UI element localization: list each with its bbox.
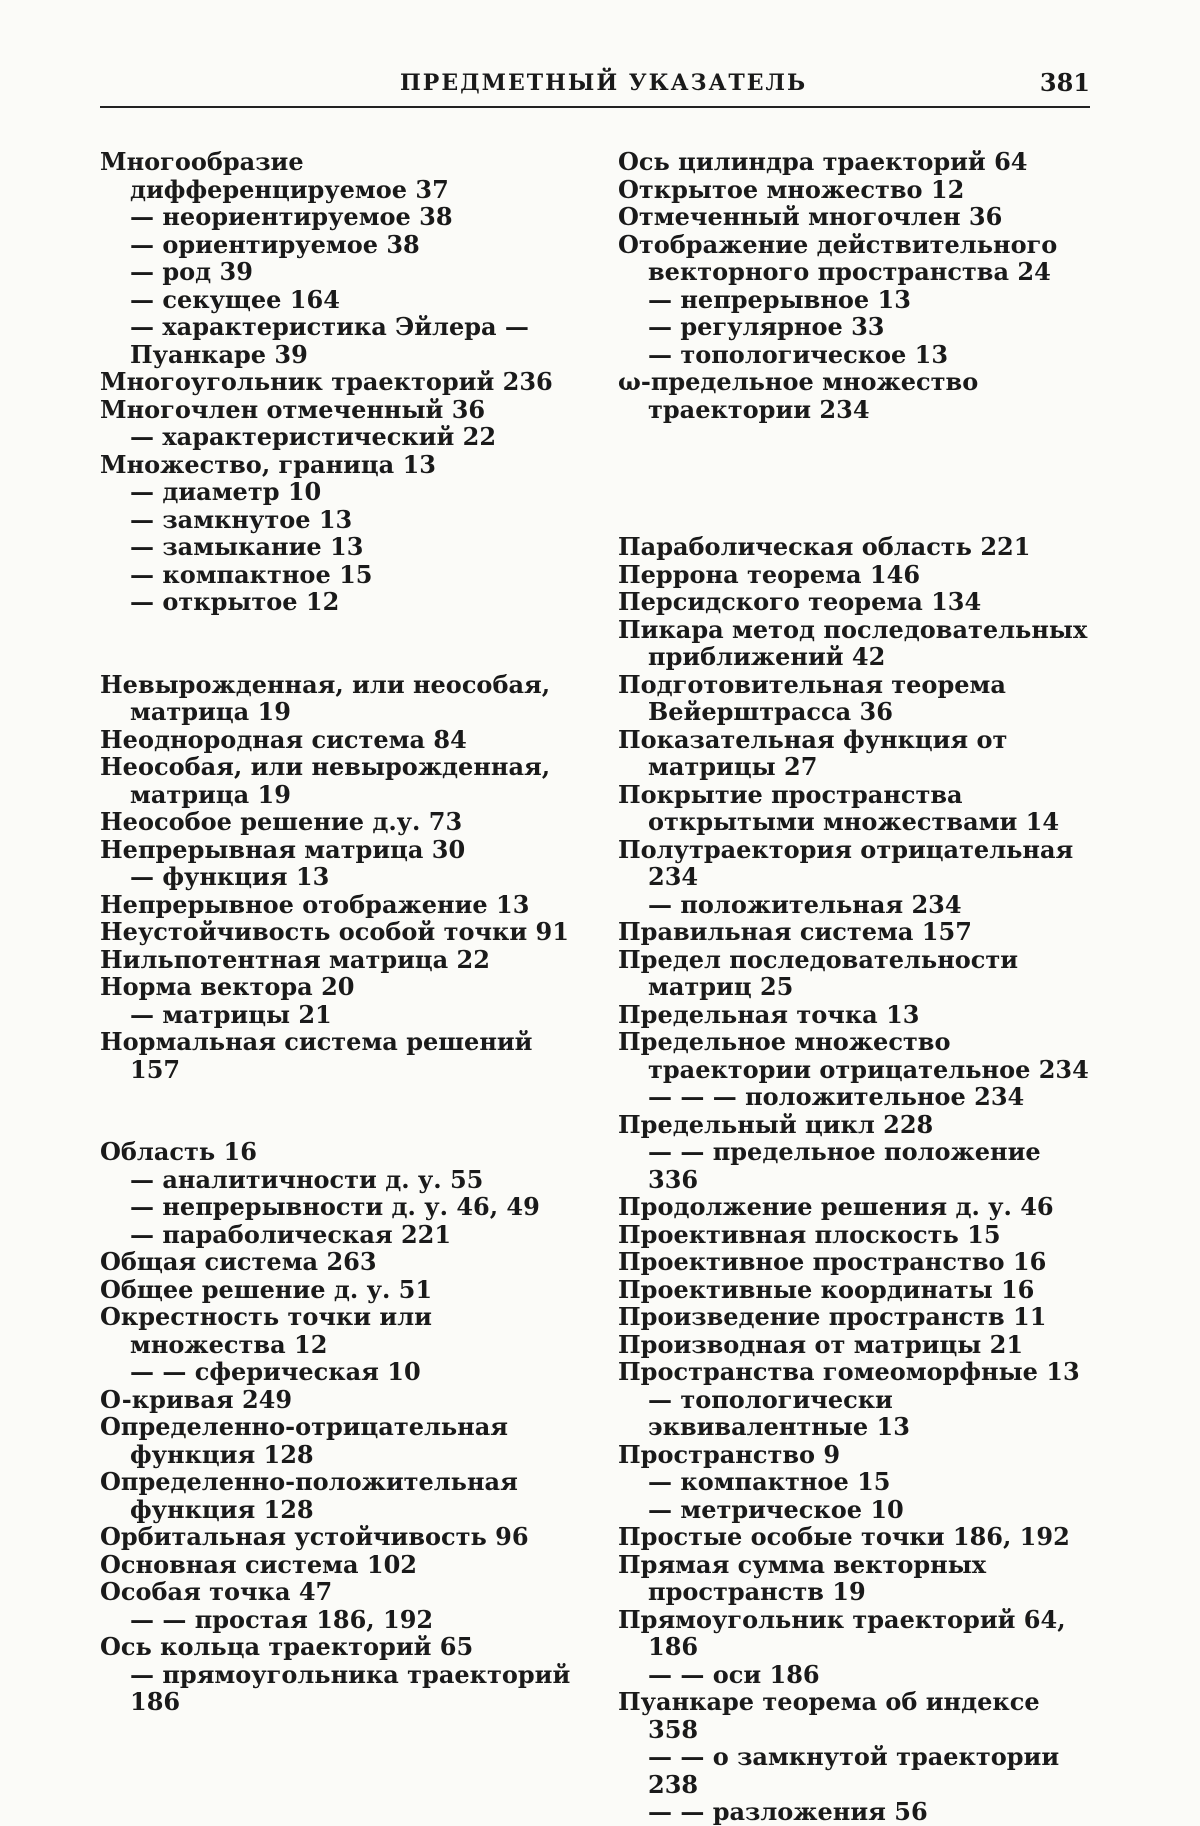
index-entry: Нильпотентная матрица 22 [100, 944, 490, 974]
index-subentry: — матрицы 21 [130, 999, 332, 1029]
index-entry: Область 16 [100, 1137, 257, 1166]
index-subentry: — функция 13 [130, 862, 330, 891]
index-subentry: — — разложения 56 [648, 1797, 928, 1826]
index-subentry: — компактное 15 [130, 559, 373, 589]
index-entry: Полутраектория отрицательная 234 [618, 834, 1074, 891]
index-subentry: — характеристика Эйлера — Пуанкаре 39 [130, 312, 529, 369]
index-entry: Отображение действительного векторного пространства 24 [618, 229, 1058, 286]
index-entry: Общая система 263 [100, 1247, 377, 1276]
index-entry: Общее решение д. у. 51 [100, 1274, 433, 1304]
index-entry: Правильная система 157 [618, 917, 972, 946]
index-entry: Неособое решение д.у. 73 [100, 807, 463, 836]
index-entry: Проективная плоскость 15 [618, 1219, 1001, 1249]
index-column-right [618, 148, 1098, 1826]
index-subentry: — замыкание 13 [130, 532, 364, 561]
index-subentry: — — сферическая 10 [130, 1357, 421, 1386]
index-entry: Прямоугольник траекторий 64, 186 [618, 1604, 1066, 1661]
index-entry: Проективные координаты 16 [618, 1274, 1035, 1304]
index-entry: Произведение пространств 11 [618, 1302, 1047, 1331]
index-entry: Пуанкаре теорема об индексе 358 [618, 1687, 1040, 1744]
index-entry: Простые особые точки 186, 192 [618, 1522, 1070, 1551]
index-entry: Многочлен отмеченный 36 [100, 394, 486, 424]
index-subentry: — — оси 186 [648, 1659, 820, 1689]
index-entry: Пространства гомеоморфные 13 [618, 1357, 1080, 1386]
index-subentry: — замкнутое 13 [130, 504, 353, 534]
index-subentry: — — — положительное 234 [648, 1082, 1025, 1111]
index-entry: Определенно-положительная функция 128 [100, 1467, 518, 1524]
index-entry: Предельный цикл 228 [618, 1109, 934, 1139]
index-entry: Отмеченный многочлен 36 [618, 202, 1003, 231]
index-entry: Производная от матрицы 21 [618, 1329, 1024, 1359]
index-subentry: — ориентируемое 38 [130, 229, 420, 259]
index-entry: Нормальная система решений 157 [100, 1027, 533, 1084]
index-entry: Продолжение решения д. у. 46 [618, 1192, 1054, 1221]
index-subentry: — непрерывности д. у. 46, 49 [130, 1192, 540, 1221]
index-subentry: — прямоугольника траекторий 186 [130, 1659, 571, 1716]
index-subentry: — регулярное 33 [648, 312, 885, 341]
index-entry: Покрытие пространства открытыми множествами 14 [618, 779, 1060, 836]
index-entry: Непрерывное отображение 13 [100, 889, 530, 919]
section-gap [618, 478, 1098, 533]
index-subentry: — открытое 12 [130, 587, 340, 616]
index-entry: Определенно-отрицательная функция 128 [100, 1412, 509, 1469]
index-subentry: — диаметр 10 [130, 477, 322, 506]
index-column-left [100, 148, 580, 1716]
index-entry: Проективное пространство 16 [618, 1247, 1047, 1276]
index-subentry: — — простая 186, 192 [130, 1604, 434, 1634]
header-title: ПРЕДМЕТНЫЙ УКАЗАТЕЛЬ [400, 70, 808, 96]
index-subentry: — род 39 [130, 257, 253, 286]
index-entry: Предельное множество траектории отрицательное 234 [618, 1027, 1089, 1084]
running-header [100, 62, 1090, 108]
index-entry: Показательная функция от матрицы 27 [618, 724, 1008, 781]
index-entry: Открытое множество 12 [618, 174, 965, 204]
index-entry: ω-предельное множество траектории 234 [618, 367, 979, 424]
index-subentry: — неориентируемое 38 [130, 202, 453, 231]
index-entry: Особая точка 47 [100, 1577, 333, 1606]
section-gap [618, 423, 1098, 478]
section-gap [100, 616, 580, 671]
index-entry: Неособая, или невырожденная, матрица 19 [100, 752, 551, 809]
index-subentry: — секущее 164 [130, 284, 340, 314]
index-entry: O-кривая 249 [100, 1384, 293, 1414]
index-subentry: — параболическая 221 [130, 1219, 452, 1249]
index-subentry: — непрерывное 13 [648, 284, 911, 314]
index-entry: Подготовительная теорема Вейерштрасса 36 [618, 669, 1006, 726]
section-gap [100, 1083, 580, 1138]
index-entry: Многообразие дифференцируемое 37 [100, 147, 449, 204]
index-subentry: — характеристический 22 [130, 422, 497, 451]
index-entry: Параболическая область 221 [618, 532, 1031, 561]
index-subentry: — аналитичности д. у. 55 [130, 1164, 484, 1194]
index-entry: Основная система 102 [100, 1549, 417, 1579]
index-entry: Невырожденная, или неособая, матрица 19 [100, 669, 551, 726]
index-entry: Пикара метод последовательных приближений 42 [618, 614, 1088, 671]
index-entry: Прямая сумма векторных пространств 19 [618, 1549, 987, 1606]
index-entry: Пространство 9 [618, 1439, 841, 1469]
index-entry: Норма вектора 20 [100, 972, 355, 1001]
index-subentry: — — предельное положение 336 [648, 1137, 1041, 1194]
index-entry: Неустойчивость особой точки 91 [100, 917, 569, 946]
index-subentry: — положительная 234 [648, 889, 962, 919]
index-subentry: — компактное 15 [648, 1467, 891, 1496]
index-entry: Неоднородная система 84 [100, 724, 467, 754]
index-entry: Перрона теорема 146 [618, 559, 921, 589]
index-entry: Окрестность точки или множества 12 [100, 1302, 432, 1359]
index-entry: Множество, граница 13 [100, 449, 436, 479]
index-entry: Предельная точка 13 [618, 999, 920, 1029]
index-entry: Многоугольник траекторий 236 [100, 367, 553, 396]
index-entry: Персидского теорема 134 [618, 587, 982, 616]
index-entry: Предел последовательности матриц 25 [618, 944, 1019, 1001]
index-entry: Орбитальная устойчивость 96 [100, 1522, 529, 1551]
index-subentry: — — о замкнутой траектории 238 [648, 1742, 1060, 1799]
index-entry: Непрерывная матрица 30 [100, 834, 466, 864]
index-subentry: — метрическое 10 [648, 1494, 904, 1524]
index-subentry: — топологическое 13 [648, 339, 949, 369]
index-entry: Ось цилиндра траекторий 64 [618, 147, 1028, 176]
page-number: 381 [1039, 68, 1090, 97]
index-subentry: — топологически эквивалентные 13 [648, 1384, 910, 1441]
index-entry: Ось кольца траекторий 65 [100, 1632, 474, 1661]
